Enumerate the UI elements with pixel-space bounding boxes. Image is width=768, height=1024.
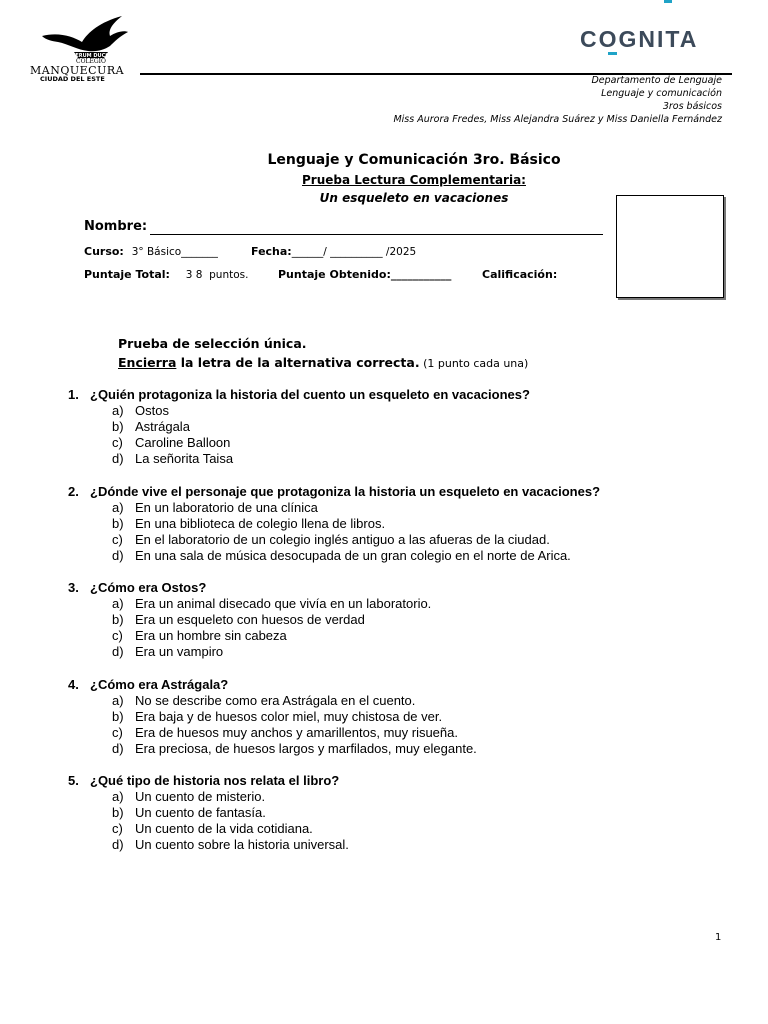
option-d[interactable]: d) Era preciosa, de huesos largos y marfilados, muy elegante. [112,741,477,756]
option-a[interactable]: a) No se describe como era Astrágala en el cuento. [112,693,416,708]
option-c[interactable]: c) Era un hombre sin cabeza [112,628,287,643]
question-3 [68,579,748,660]
option-d[interactable]: d) Era un vampiro [112,644,224,659]
name-label: Nombre: [84,219,148,234]
name-field[interactable] [84,219,147,234]
total-score-label: Puntaje Total: [84,268,170,281]
option-d[interactable]: d) La señorita Taisa [112,451,234,466]
grade-label: Calificación: [482,268,558,281]
option-b[interactable]: b) Astrágala [112,419,190,434]
test-subtitle: Prueba Lectura Complementaria: [302,173,526,187]
question-4 [68,676,748,757]
option-a[interactable]: a) En un laboratorio de una clínica [112,500,318,515]
grade-level: 3ros básicos [662,101,722,112]
total-score-row [84,268,248,281]
subject-name: Lenguaje y comunicación [601,88,722,99]
date-value[interactable]: ______/ __________ /2025 [291,246,417,258]
option-b[interactable]: b) Era baja y de huesos color miel, muy chistosa de ver. [112,709,443,724]
school-logo [30,14,142,84]
page-title: Lenguaje y Comunicación 3ro. Básico [267,152,561,168]
option-c[interactable]: c) En el laboratorio de un colegio inglés antiguo a las afueras de la ciudad. [112,532,550,547]
question-5 [68,772,748,853]
option-b[interactable]: b) Un cuento de fantasía. [112,805,266,820]
course-value[interactable]: 3° Básico_______ [131,246,218,258]
option-c[interactable]: c) Un cuento de la vida cotidiana. [112,821,313,836]
logo-school-name: MANQUECURA [30,64,125,77]
obtained-score-value[interactable]: ___________ [390,268,452,281]
cognita-wordmark: COGNITA [580,26,699,52]
test-type: Prueba de selección única. [118,336,307,351]
instruction-text: la letra de la alternativa correcta. [176,355,420,370]
date-row [251,245,416,258]
teacher-names: Miss Aurora Fredes, Miss Alejandra Suárez y Miss Daniella Fernández [393,114,722,125]
option-d[interactable]: d) Un cuento sobre la historia universal. [112,837,349,852]
instructions [118,355,528,370]
book-title: Un esqueleto en vacaciones [319,191,509,205]
option-a[interactable]: a) Un cuento de misterio. [112,789,266,804]
option-d[interactable]: d) En una sala de música desocupada de un gran colegio en el norte de Arica. [112,548,571,563]
cognita-logo [580,26,698,53]
course-row [84,245,218,258]
question-1 [68,386,748,467]
course-label: Curso: [84,245,124,258]
option-c[interactable]: c) Caroline Balloon [112,435,231,450]
logo-campus: CIUDAD DEL ESTE [40,75,105,83]
page-number: 1 [715,932,722,943]
department-info [393,74,722,126]
question-text: 4. ¿Cómo era Astrágala? [68,677,229,692]
obtained-score-row [278,268,451,281]
question-text: 2. ¿Dónde vive el personaje que protagoniza la historia un esqueleto en vacaciones? [68,484,601,499]
logo-motto: VERUM DUCIT [71,53,111,59]
name-underline [150,233,603,235]
date-label: Fecha: [251,245,292,258]
option-a[interactable]: a) Era un animal disecado que vivía en un laboratorio. [112,596,432,611]
obtained-score-label: Puntaje Obtenido: [278,268,391,281]
cognita-accent-mark [608,52,617,55]
department-name: Departamento de Lenguaje [591,75,722,86]
grade-row [482,268,557,281]
instruction-verb: Encierra [118,355,177,370]
option-b[interactable]: b) En una biblioteca de colegio llena de libros. [112,516,386,531]
grade-box[interactable] [616,195,724,298]
option-b[interactable]: b) Era un esqueleto con huesos de verdad [112,612,365,627]
question-text: 3. ¿Cómo era Ostos? [68,580,207,595]
logo-school-word: COLEGIO [76,58,106,65]
option-a[interactable]: a) Ostos [112,403,169,418]
total-score-value: 3 8 puntos. [185,269,249,281]
question-text: 5. ¿Qué tipo de historia nos relata el libro? [68,773,340,788]
question-2 [68,483,748,564]
option-c[interactable]: c) Era de huesos muy anchos y amarillentos, muy risueña. [112,725,458,740]
instruction-note: (1 punto cada una) [419,357,529,370]
question-text: 1. ¿Quién protagoniza la historia del cuento un esqueleto en vacaciones? [68,387,530,402]
cognita-top-mark [664,0,672,3]
